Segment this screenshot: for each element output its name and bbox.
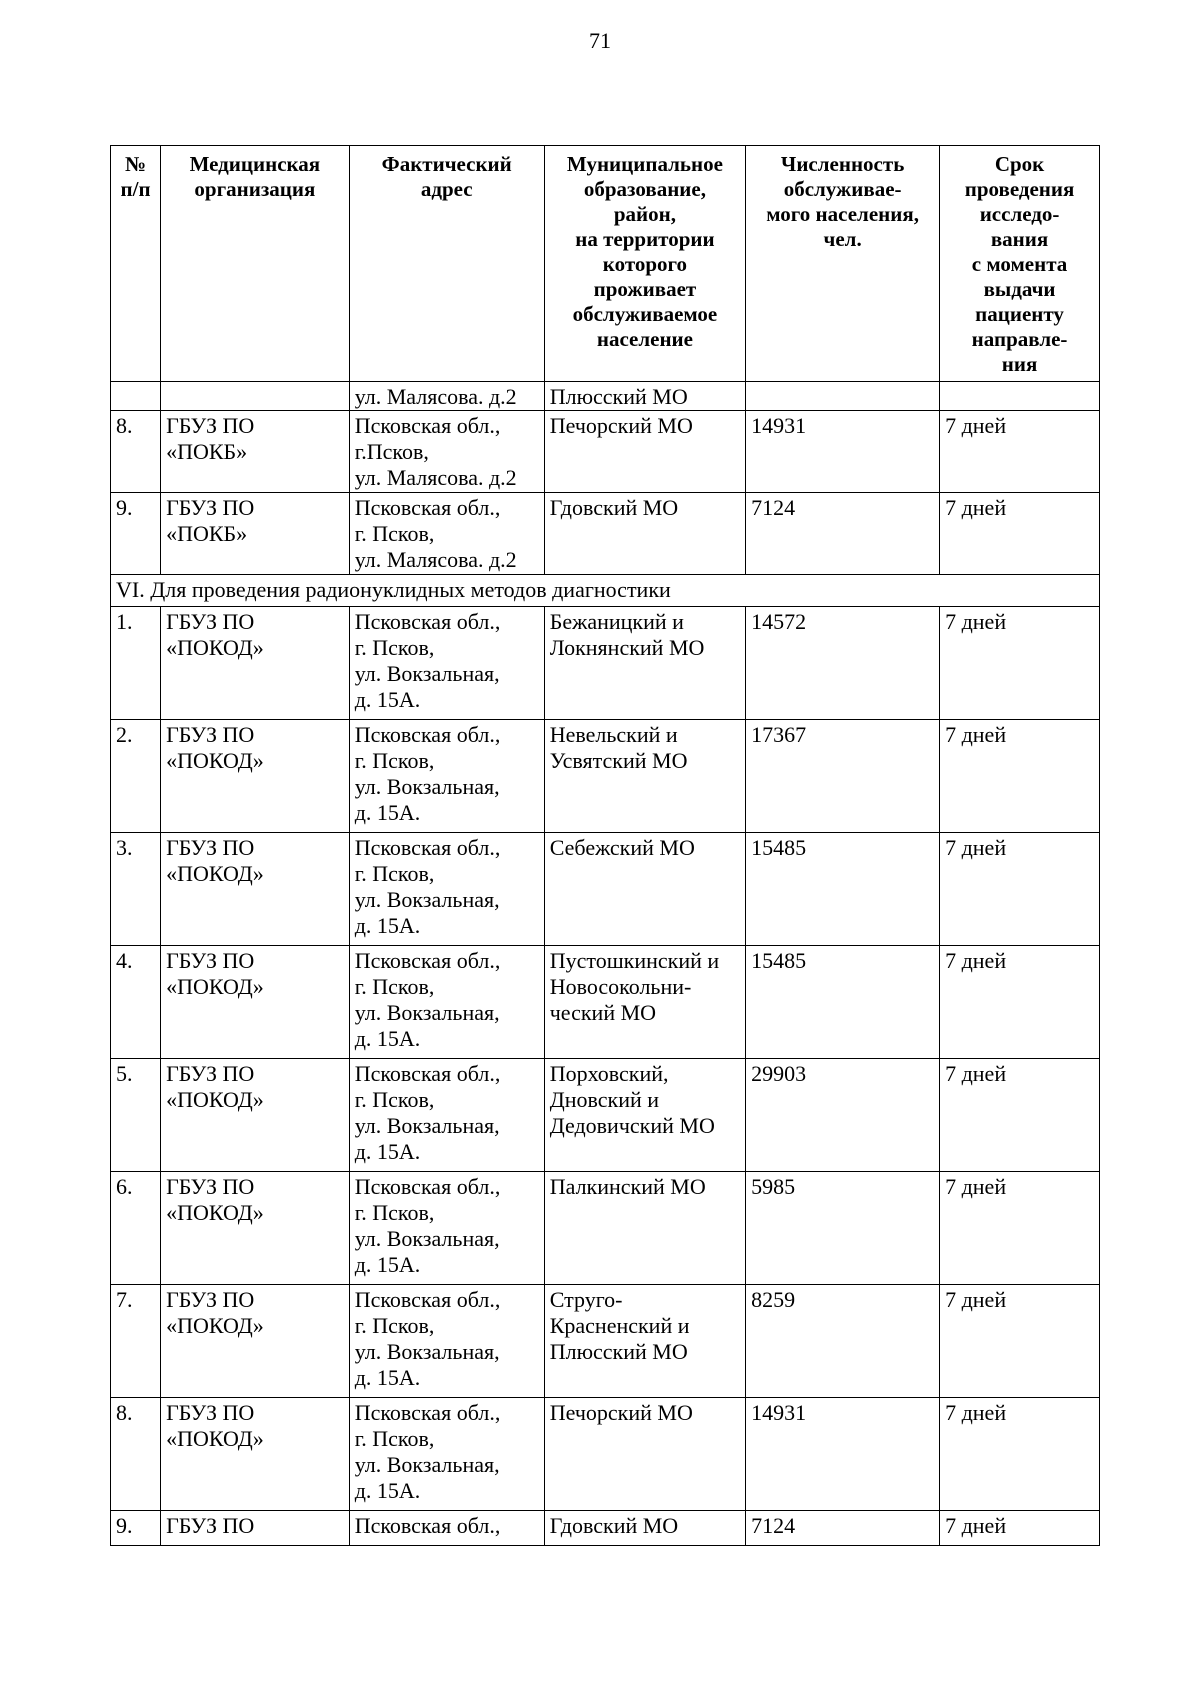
cell-term: 7 дней [940, 833, 1100, 946]
table-row [111, 1059, 1100, 1172]
cell-term: 7 дней [940, 720, 1100, 833]
cell-mo: Печорский МО [544, 1398, 745, 1511]
table-row [111, 1511, 1100, 1546]
table-row [111, 1285, 1100, 1398]
cell-org: ГБУЗ ПО «ПОКОД» [161, 1059, 350, 1172]
cell-pop: 8259 [746, 1285, 940, 1398]
cell-pop: 5985 [746, 1172, 940, 1285]
cell-num: 3. [111, 833, 161, 946]
cell-org: ГБУЗ ПО «ПОКОД» [161, 720, 350, 833]
cell-pop: 7124 [746, 493, 940, 575]
cell-term: 7 дней [940, 946, 1100, 1059]
cell-num: 9. [111, 493, 161, 575]
cell-addr: Псковская обл., г. Псков, ул. Вокзальная, д. 15А. [349, 607, 544, 720]
page-number: 71 [589, 28, 611, 53]
organizations-table [110, 145, 1100, 1546]
cell-mo: Печорский МО [544, 411, 745, 493]
cell-addr: Псковская обл., г. Псков, ул. Вокзальная, д. 15А. [349, 720, 544, 833]
cell-num: 9. [111, 1511, 161, 1546]
cell-term: 7 дней [940, 1059, 1100, 1172]
cell-pop: 15485 [746, 946, 940, 1059]
cell-term: 7 дней [940, 493, 1100, 575]
cell-pop: 29903 [746, 1059, 940, 1172]
cell-addr: ул. Малясова. д.2 [349, 382, 544, 411]
cell-num: 8. [111, 1398, 161, 1511]
cell-pop: 14931 [746, 411, 940, 493]
table-row [111, 1172, 1100, 1285]
cell-addr: Псковская обл., г. Псков, ул. Вокзальная, д. 15А. [349, 946, 544, 1059]
cell-addr: Псковская обл., г. Псков, ул. Вокзальная, д. 15А. [349, 1059, 544, 1172]
table-row [111, 411, 1100, 493]
header-addr: Фактический адрес [349, 146, 544, 382]
cell-num: 4. [111, 946, 161, 1059]
cell-org: ГБУЗ ПО «ПОКБ» [161, 493, 350, 575]
cell-pop: 17367 [746, 720, 940, 833]
cell-addr: Псковская обл., г. Псков, ул. Вокзальная, д. 15А. [349, 1285, 544, 1398]
cell-org: ГБУЗ ПО «ПОКОД» [161, 833, 350, 946]
cell-org: ГБУЗ ПО «ПОКБ» [161, 411, 350, 493]
table-row [111, 607, 1100, 720]
header-mo: Муниципальное образование, район, на территории которого проживает обслуживаемое население [544, 146, 745, 382]
cell-addr: Псковская обл., [349, 1511, 544, 1546]
cell-mo: Порховский, Дновский и Дедовичский МО [544, 1059, 745, 1172]
cell-term: 7 дней [940, 1172, 1100, 1285]
cell-num: 7. [111, 1285, 161, 1398]
cell-num: 8. [111, 411, 161, 493]
cell-pop: 14572 [746, 607, 940, 720]
cell-pop: 14931 [746, 1398, 940, 1511]
cell-org: ГБУЗ ПО [161, 1511, 350, 1546]
cell-mo: Невельский и Усвятский МО [544, 720, 745, 833]
table-row [111, 1398, 1100, 1511]
section-row [111, 575, 1100, 607]
cell-num: 2. [111, 720, 161, 833]
cell-mo: Гдовский МО [544, 1511, 745, 1546]
cell-mo: Гдовский МО [544, 493, 745, 575]
cell-mo: Струго- Красненский и Плюсский МО [544, 1285, 745, 1398]
cell-org: ГБУЗ ПО «ПОКОД» [161, 607, 350, 720]
cell-addr: Псковская обл., г.Псков, ул. Малясова. д.2 [349, 411, 544, 493]
cell-addr: Псковская обл., г. Псков, ул. Малясова. д.2 [349, 493, 544, 575]
cell-addr: Псковская обл., г. Псков, ул. Вокзальная, д. 15А. [349, 833, 544, 946]
section-title: VI. Для проведения радионуклидных методов диагностики [111, 575, 1100, 607]
cell-num: 1. [111, 607, 161, 720]
cell-term: 7 дней [940, 1398, 1100, 1511]
header-term: Срок проведения исследо- вания с момента выдачи пациенту направле- ния [940, 146, 1100, 382]
cell-num: 6. [111, 1172, 161, 1285]
table-row [111, 720, 1100, 833]
cell-pop: 7124 [746, 1511, 940, 1546]
cell-term: 7 дней [940, 411, 1100, 493]
cell-org: ГБУЗ ПО «ПОКОД» [161, 1285, 350, 1398]
cell-mo: Себежский МО [544, 833, 745, 946]
cell-mo: Пустошкинский и Новосокольни- ческий МО [544, 946, 745, 1059]
cell-term: 7 дней [940, 1285, 1100, 1398]
cell-term: 7 дней [940, 1511, 1100, 1546]
cell-org: ГБУЗ ПО «ПОКОД» [161, 1172, 350, 1285]
cell-addr: Псковская обл., г. Псков, ул. Вокзальная, д. 15А. [349, 1398, 544, 1511]
header-row [111, 146, 1100, 382]
cell-org: ГБУЗ ПО «ПОКОД» [161, 1398, 350, 1511]
cell-term: 7 дней [940, 607, 1100, 720]
cell-mo: Бежаницкий и Локнянский МО [544, 607, 745, 720]
cell-num: 5. [111, 1059, 161, 1172]
table-row [111, 946, 1100, 1059]
table-row [111, 833, 1100, 946]
cell-mo: Плюсский МО [544, 382, 745, 411]
table-row [111, 493, 1100, 575]
cell-org: ГБУЗ ПО «ПОКОД» [161, 946, 350, 1059]
cell-pop: 15485 [746, 833, 940, 946]
cell-mo: Палкинский МО [544, 1172, 745, 1285]
header-num: № п/п [111, 146, 161, 382]
header-org: Медицинская организация [161, 146, 350, 382]
cell-addr: Псковская обл., г. Псков, ул. Вокзальная, д. 15А. [349, 1172, 544, 1285]
header-pop: Численность обслуживае- мого населения, чел. [746, 146, 940, 382]
continuation-row [111, 382, 1100, 411]
